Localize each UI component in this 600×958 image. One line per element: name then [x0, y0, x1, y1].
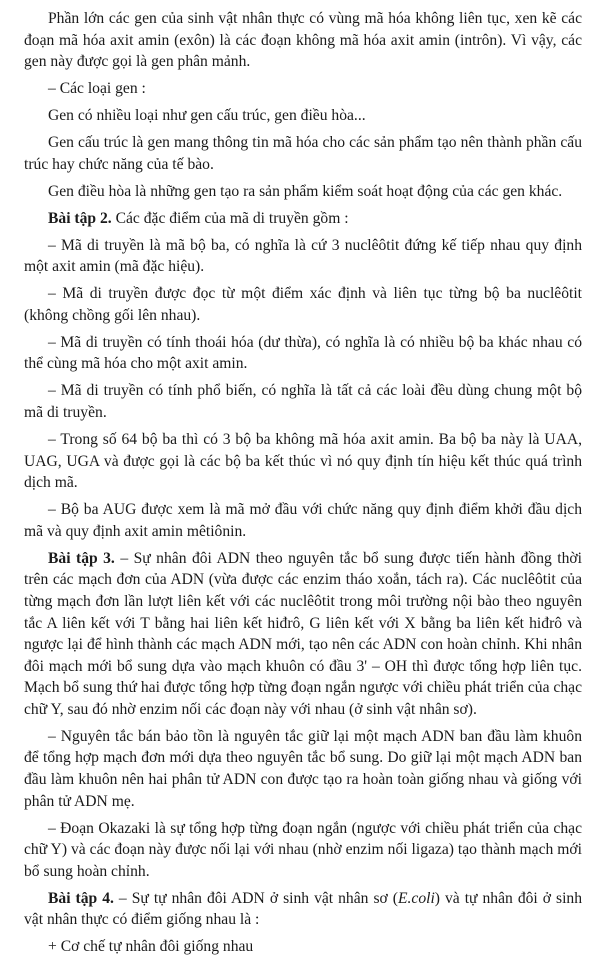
- exercise-4-text-a: – Sự tự nhân đôi ADN ở sinh vật nhân sơ (: [113, 889, 398, 907]
- paragraph-universality: – Mã di truyền có tính phổ biến, có nghĩa là tất cả các loài đều dùng chung một bộ mã di truyền.: [24, 382, 582, 422]
- paragraph-start-codon: – Bộ ba AUG được xem là mã mở đầu với chức năng quy định điểm khởi đầu dịch mã và quy định axit amin mêtiônin.: [24, 501, 582, 540]
- paragraph-okazaki: – Đoạn Okazaki là sự tổng hợp từng đoạn ngắn (ngược với chiều phát triển của chạc chữ Y) và các đoạn này được nối lại với nhau (nhờ enzim nối ligaza) tạo thành mạch mới bổ sung hoàn chỉnh.: [24, 819, 582, 880]
- paragraph-continuous-reading: – Mã di truyền được đọc từ một điểm xác định và liên tục từng bộ ba nuclêôtit (không chồng gối lên nhau).: [24, 285, 582, 324]
- exercise-3-text: – Sự nhân đôi ADN theo nguyên tắc bổ sung được tiến hành đồng thời trên các mạch đơn của ADN (vừa được các enzim tháo xoắn, tách ra). Các nuclêôtit của từng mạch đơn lần lượt liên kết với các nuclêôtit trong môi trường nội bào theo nguyên tắc A liên kết với T bằng hai liên kết hiđrô, G liên kết với X bằng ba liên kết hiđrô và ngược lại để hình thành các mạch ADN mới, tạo nên các ADN con hoàn chỉnh. Khi nhân đôi mạch mới bổ sung dựa vào mạch khuôn có đầu 3' – OH thì được tổng hợp liên tục. Mạch bổ sung thứ hai được tổng hợp từng đoạn ngắn ngược với chiều phát triển của chạc chữ Y, sau đó nhờ enzim nối các đoạn này với nhau (ở sinh vật nhân sơ).: [24, 549, 583, 718]
- exercise-2-label: Bài tập 2.: [48, 209, 112, 227]
- exercise-4-text-b: ) và tự nhân đôi ở sinh vật nhân thực có điểm giống nhau là :: [24, 889, 582, 929]
- paragraph-stop-codons: – Trong số 64 bộ ba thì có 3 bộ ba không mã hóa axit amin. Ba bộ ba này là UAA, UAG, UGA và được gọi là các bộ ba kết thúc vì nó quy định tín hiệu kết thúc quá trình dịch mã.: [24, 431, 582, 492]
- paragraph-structural-genes: Gen cấu trúc là gen mang thông tin mã hóa cho các sản phẩm tạo nên thành phần cấu trúc hay chức năng của tế bào.: [24, 134, 582, 173]
- exercise-2-intro: [24, 208, 582, 230]
- exercise-3-paragraph: [24, 548, 582, 721]
- exercise-3-label: Bài tập 3.: [48, 549, 115, 567]
- exercise-4-ecoli: E.coli: [397, 889, 435, 907]
- paragraph-gene-types-heading: – Các loại gen :: [48, 80, 146, 98]
- exercise-4-paragraph: [24, 888, 582, 931]
- paragraph-regulatory-genes: Gen điều hòa là những gen tạo ra sản phẩm kiểm soát hoạt động của các gen khác.: [48, 182, 563, 200]
- paragraph-triplet-code: – Mã di truyền là mã bộ ba, có nghĩa là cứ 3 nuclêôtit đứng kế tiếp nhau quy định một axit amin (mã đặc hiệu).: [24, 236, 582, 276]
- paragraph-gene-types: Gen có nhiều loại như gen cấu trúc, gen điều hòa...: [48, 107, 366, 125]
- paragraph-degeneracy: – Mã di truyền có tính thoái hóa (dư thừa), có nghĩa là có nhiều bộ ba khác nhau có thể cùng mã hóa cho một axit amin.: [24, 333, 582, 373]
- paragraph-semiconservative: – Nguyên tắc bán bảo tồn là nguyên tắc giữ lại một mạch ADN ban đầu làm khuôn để tổng hợp mạch đơn mới dựa theo nguyên tắc bổ sung. Do giữ lại một mạch ADN ban đầu làm khuôn nên hai phân tử ADN con được tạo ra hoàn toàn giống nhau và giống với phân tử ADN mẹ.: [24, 727, 582, 810]
- paragraph-split-genes: Phần lớn các gen của sinh vật nhân thực có vùng mã hóa không liên tục, xen kẽ các đoạn mã hóa axit amin (exôn) là các đoạn không mã hóa axit amin (intrôn). Vì vậy, các gen này được gọi là gen phân mảnh.: [24, 10, 582, 71]
- exercise-2-text: Các đặc điểm của mã di truyền gồm :: [111, 209, 349, 227]
- paragraph-same-mechanism: + Cơ chế tự nhân đôi giống nhau: [48, 938, 254, 956]
- exercise-4-label: Bài tập 4.: [48, 889, 114, 907]
